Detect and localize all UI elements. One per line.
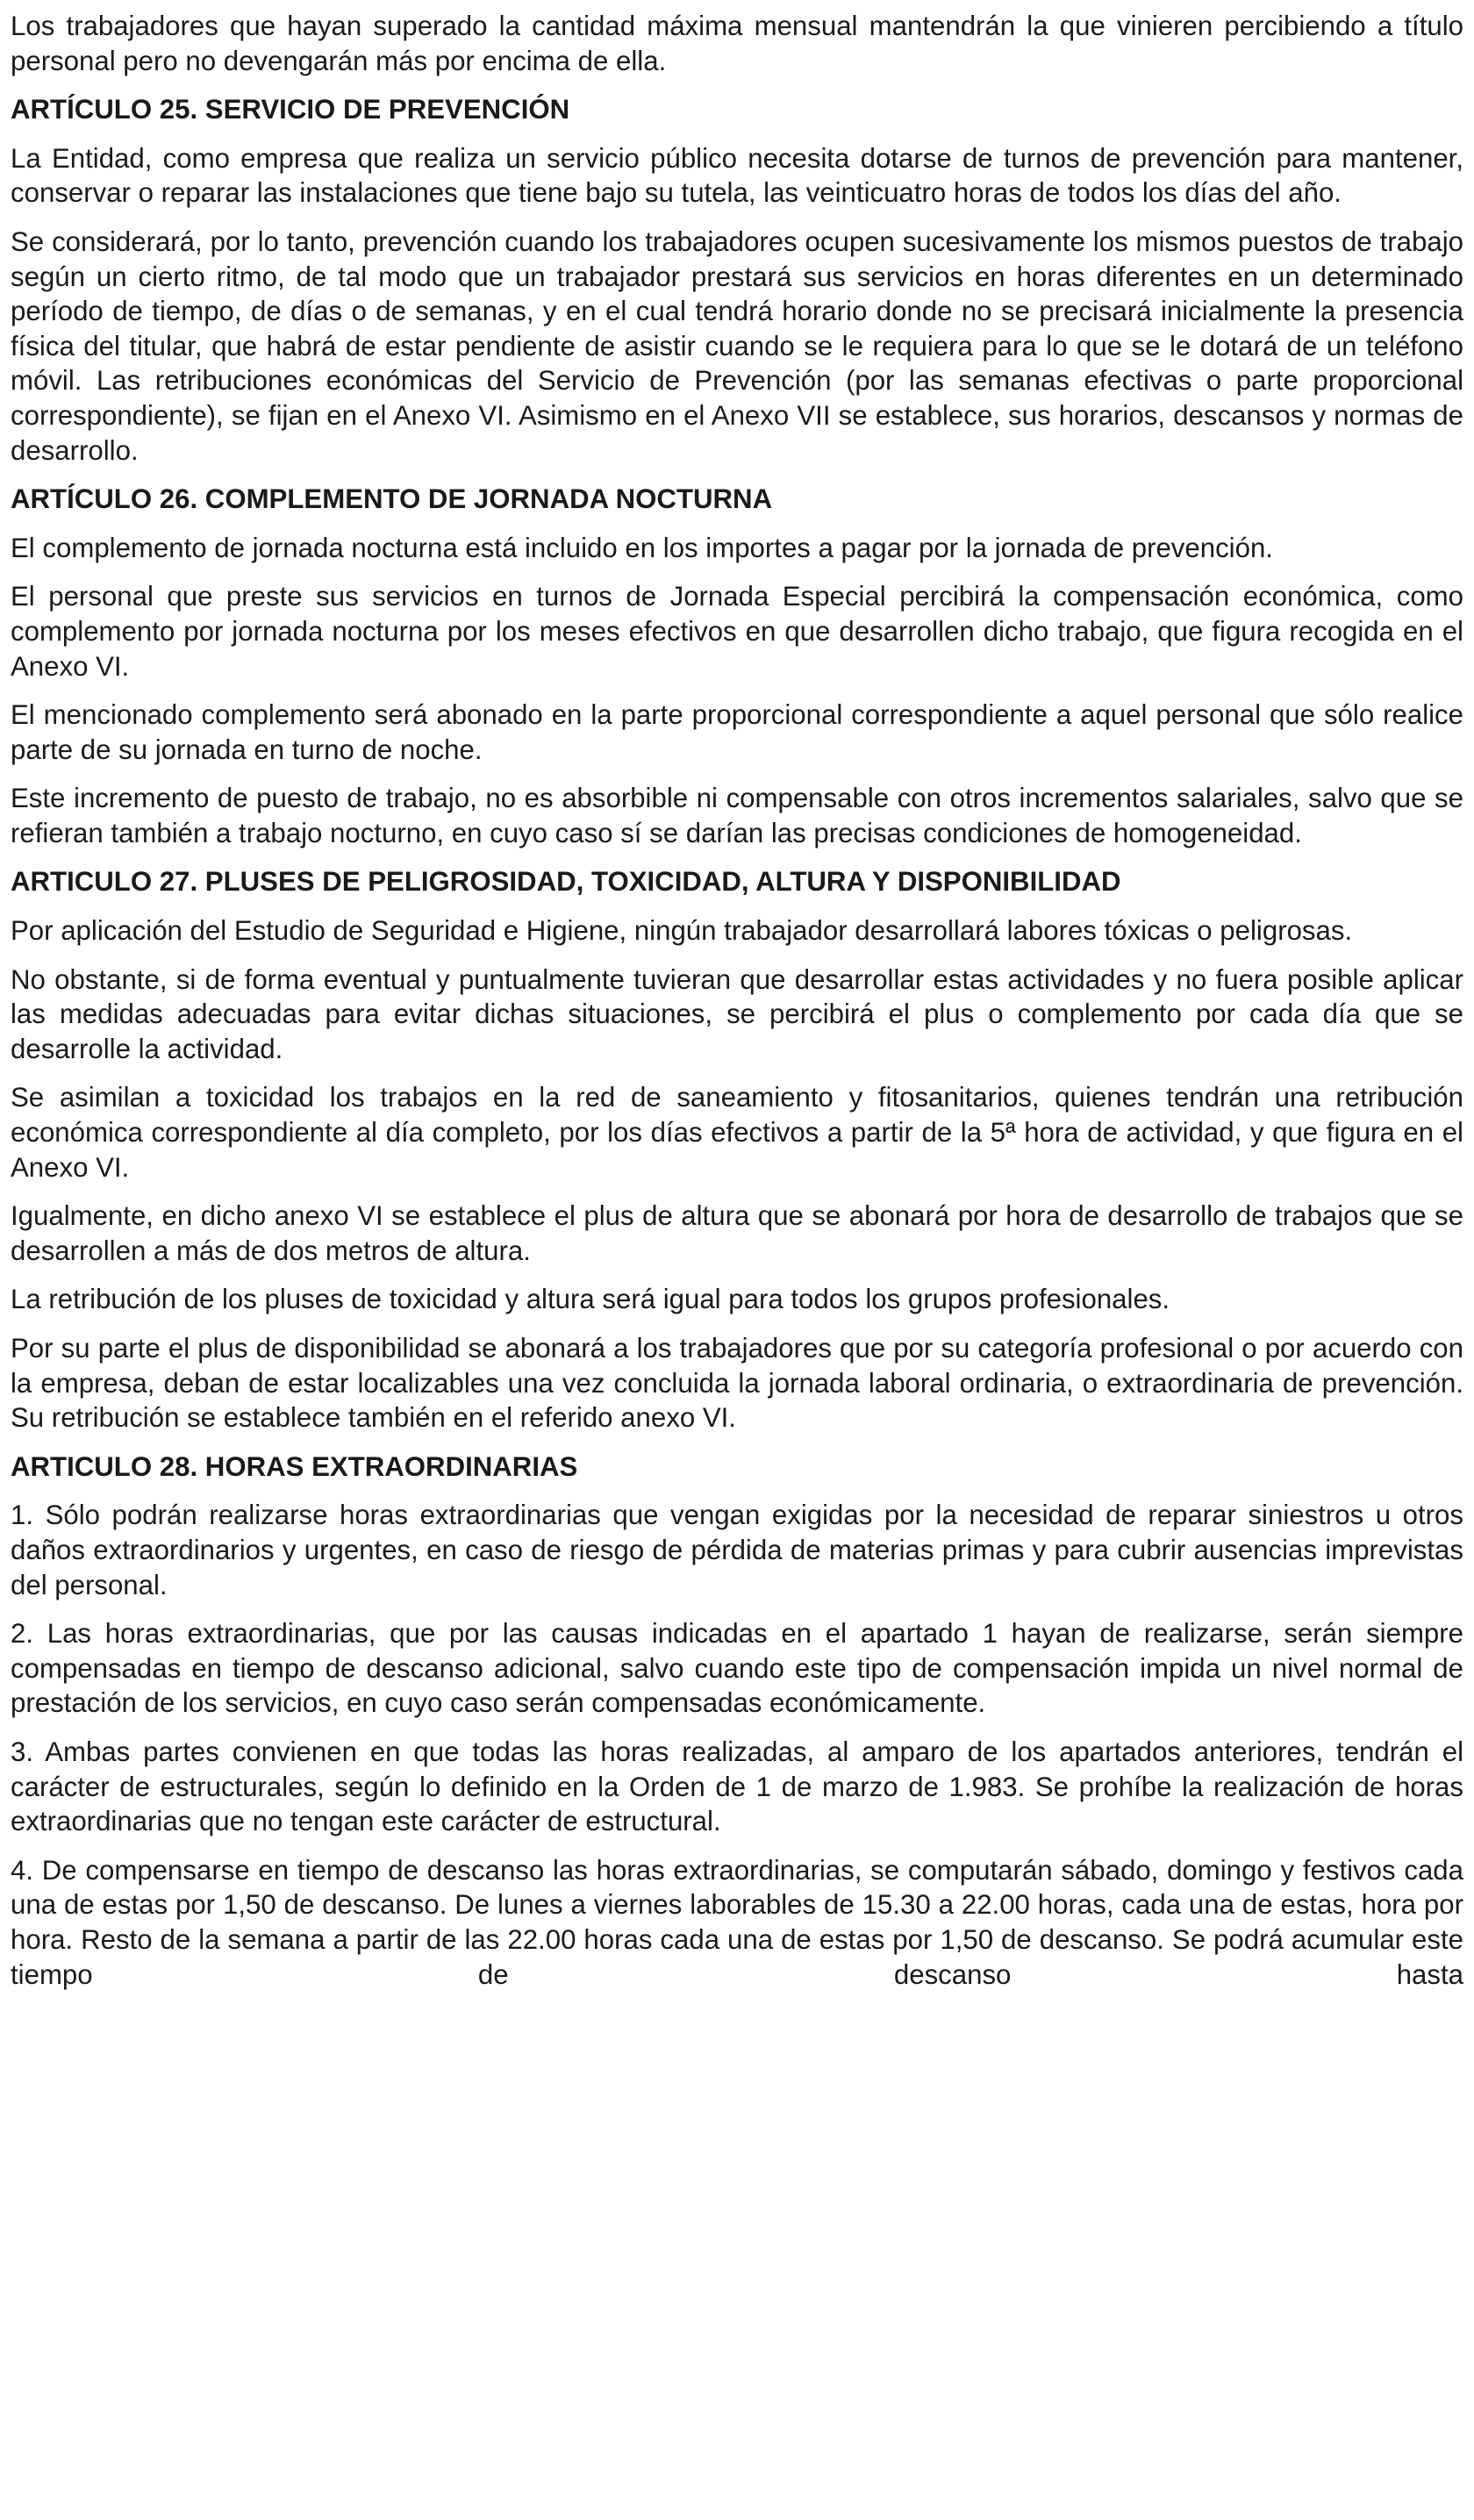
paragraph: La Entidad, como empresa que realiza un servicio público necesita dotarse de turnos de prevención para mantener, conservar o reparar las instalaciones que tiene bajo su tutela, las veinticuatro horas de todos los días del año. xyxy=(11,142,1463,209)
article-27 xyxy=(11,864,1463,1435)
article-26 xyxy=(11,482,1463,850)
paragraph: Este incremento de puesto de trabajo, no es absorbible ni compensable con otros incrementos salariales, salvo que se refieran también a trabajo nocturno, en cuyo caso sí se darían las precisas condiciones de homogeneidad. xyxy=(11,783,1463,848)
paragraph: Se considerará, por lo tanto, prevención cuando los trabajadores ocupen sucesivamente los mismos puestos de trabajo según un cierto ritmo, de tal modo que un trabajador prestará sus servicios en horas diferentes en un determinado período de tiempo, de días o de semanas, y en el cual tendrá horario donde no se precisará inicialmente la presencia física del titular, que habrá de estar pendiente de asistir cuando se le requiera para lo que se le dotará de un teléfono móvil. Las retribuciones económicas del Servicio de Prevención (por las semanas efectivas o parte proporcional correspondiente), se fijan en el Anexo VI. Asimismo en el Anexo VII se establece, sus horarios, descansos y normas de desarrollo. xyxy=(11,226,1463,466)
paragraph: Igualmente, en dicho anexo VI se establece el plus de altura que se abonará por hora de desarrollo de trabajos que se desarrollen a más de dos metros de altura. xyxy=(11,1200,1463,1266)
paragraph: Por su parte el plus de disponibilidad se abonará a los trabajadores que por su categoría profesional o por acuerdo con la empresa, deban de estar localizables una vez concluida la jornada laboral ordinaria, o extraordinaria de prevención. Su retribución se establece también en el referido anexo VI. xyxy=(11,1333,1463,1434)
paragraph: Por aplicación del Estudio de Seguridad e Higiene, ningún trabajador desarrollará labores tóxicas o peligrosas. xyxy=(11,915,1353,947)
paragraph: El personal que preste sus servicios en turnos de Jornada Especial percibirá la compensación económica, como complemento por jornada nocturna por los meses efectivos en que desarrollen dicho trabajo, que figura recogida en el Anexo VI. xyxy=(11,581,1463,682)
article-heading: ARTICULO 27. PLUSES DE PELIGROSIDAD, TOXICIDAD, ALTURA Y DISPONIBILIDAD xyxy=(11,866,1121,898)
paragraph: 2. Las horas extraordinarias, que por las causas indicadas en el apartado 1 hayan de realizarse, serán siempre compensadas en tiempo de descanso adicional, salvo cuando este tipo de compensación impida un nivel normal de prestación de los servicios, en cuyo caso serán compensadas económicamente. xyxy=(11,1618,1463,1719)
intro-paragraph: Los trabajadores que hayan superado la cantidad máxima mensual mantendrán la que vinieren percibiendo a título personal pero no devengarán más por encima de ella. xyxy=(11,11,1463,76)
paragraph: 3. Ambas partes convienen en que todas las horas realizadas, al amparo de los apartados anteriores, tendrán el carácter de estructurales, según lo definido en la Orden de 1 de marzo de 1.983. Se prohíbe la realización de horas extraordinarias que no tengan este carácter de estructural. xyxy=(11,1736,1463,1837)
article-28 xyxy=(11,1450,1463,1992)
article-heading: ARTÍCULO 26. COMPLEMENTO DE JORNADA NOCTURNA xyxy=(11,483,773,515)
article-heading: ARTICULO 28. HORAS EXTRAORDINARIAS xyxy=(11,1450,578,1482)
paragraph: El mencionado complemento será abonado en la parte proporcional correspondiente a aquel personal que sólo realice parte de su jornada en turno de noche. xyxy=(11,699,1463,765)
article-25 xyxy=(11,92,1463,468)
paragraph: 4. De compensarse en tiempo de descanso las horas extraordinarias, se computarán sábado, domingo y festivos cada una de estas por 1,50 de descanso. De lunes a viernes laborables de 15.30 a 22.00 horas, cada una de estas, hora por hora. Resto de la semana a partir de las 22.00 horas cada una de estas por 1,50 de descanso. Se podrá acumular este tiempo de descanso hasta xyxy=(11,1854,1463,1990)
paragraph: El complemento de jornada nocturna está incluido en los importes a pagar por la jornada de prevención. xyxy=(11,532,1273,563)
article-heading: ARTÍCULO 25. SERVICIO DE PREVENCIÓN xyxy=(11,94,570,125)
paragraph: La retribución de los pluses de toxicidad y altura será igual para todos los grupos profesionales. xyxy=(11,1284,1170,1315)
paragraph: 1. Sólo podrán realizarse horas extraordinarias que vengan exigidas por la necesidad de reparar siniestros u otros daños extraordinarios y urgentes, en caso de riesgo de pérdida de materias primas y para cubrir ausencias imprevistas del personal. xyxy=(11,1500,1463,1600)
paragraph: No obstante, si de forma eventual y puntualmente tuvieran que desarrollar estas actividades y no fuera posible aplicar las medidas adecuadas para evitar dichas situaciones, se percibirá el plus o complemento por cada día que se desarrolle la actividad. xyxy=(11,963,1463,1064)
paragraph: Se asimilan a toxicidad los trabajos en la red de saneamiento y fitosanitarios, quienes tendrán una retribución económica correspondiente al día completo, por los días efectivos a partir de la 5ª hora de actividad, y que figura en el Anexo VI. xyxy=(11,1082,1463,1183)
